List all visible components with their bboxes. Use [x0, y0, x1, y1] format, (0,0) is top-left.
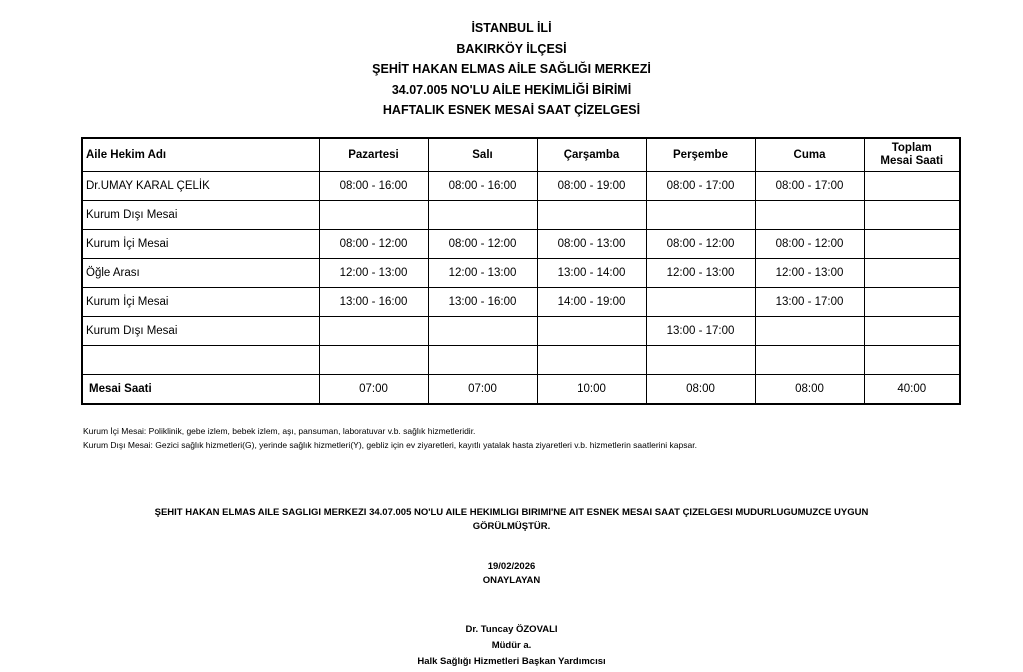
col-header-tuesday: Salı — [428, 138, 537, 172]
table-row — [82, 259, 960, 288]
approval-date-block — [0, 560, 1023, 588]
note-internal-hours: Kurum İçi Mesai: Poliklinik, gebe izlem, bebek izlem, aşı, pansuman, laboratuvar v.b. sağlık hizmetleridir. — [83, 426, 476, 436]
approval-statement-line1: ŞEHIT HAKAN ELMAS AILE SAGLIGI MERKEZI 34.07.005 NO'LU AILE HEKIMLIGI BIRIMI'NE AIT ESNEK MESAI SAAT ÇIZELGESI MUDURLUGUMUZCE UYGUN — [154, 507, 869, 518]
cell-total — [864, 201, 960, 230]
cell-thursday: 08:00 - 17:00 — [646, 172, 755, 201]
table-header-row — [82, 138, 960, 172]
cell-thursday: 13:00 - 17:00 — [646, 317, 755, 346]
document-header — [0, 18, 1023, 121]
row-label: Dr.UMAY KARAL ÇELİK — [82, 172, 319, 201]
row-label: Kurum Dışı Mesai — [82, 201, 319, 230]
cell-monday — [319, 317, 428, 346]
row-label: Kurum İçi Mesai — [82, 288, 319, 317]
header-schedule-title: HAFTALIK ESNEK MESAİ SAAT ÇİZELGESİ — [382, 103, 641, 117]
cell-wednesday: 08:00 - 19:00 — [537, 172, 646, 201]
cell-wednesday — [537, 201, 646, 230]
cell-monday: 08:00 - 16:00 — [319, 172, 428, 201]
header-province: İSTANBUL İLİ — [471, 21, 552, 35]
cell-tuesday — [428, 317, 537, 346]
cell-tuesday: 08:00 - 16:00 — [428, 172, 537, 201]
cell-tuesday — [428, 346, 537, 375]
cell-wednesday: 13:00 - 14:00 — [537, 259, 646, 288]
cell-total — [864, 172, 960, 201]
cell-monday — [319, 346, 428, 375]
schedule-table — [81, 137, 961, 405]
cell-monday: 08:00 - 12:00 — [319, 230, 428, 259]
cell-total — [864, 317, 960, 346]
header-district: BAKIRKÖY İLÇESİ — [456, 41, 567, 56]
cell-thursday — [646, 201, 755, 230]
total-weekly: 40:00 — [864, 375, 960, 405]
cell-monday: 12:00 - 13:00 — [319, 259, 428, 288]
cell-tuesday: 12:00 - 13:00 — [428, 259, 537, 288]
table-row — [82, 317, 960, 346]
col-header-friday: Cuma — [755, 138, 864, 172]
cell-friday: 13:00 - 17:00 — [755, 288, 864, 317]
cell-total — [864, 346, 960, 375]
table-row — [82, 230, 960, 259]
table-row — [82, 172, 960, 201]
note-external-hours: Kurum Dışı Mesai: Gezici sağlık hizmetleri(G), yerinde sağlık hizmetleri(Y), gebliz için ev ziyaretleri, kayıtlı yatalak hasta ziyaretleri v.b. hizmetlerin saatlerini kapsar. — [83, 440, 697, 450]
cell-wednesday: 14:00 - 19:00 — [537, 288, 646, 317]
cell-tuesday: 13:00 - 16:00 — [428, 288, 537, 317]
signer-block — [0, 622, 1023, 670]
header-unit: 34.07.005 NO'LU AİLE HEKİMLİĞİ BİRİMİ — [391, 82, 632, 97]
cell-friday — [755, 346, 864, 375]
cell-total — [864, 288, 960, 317]
col-header-monday: Pazartesi — [319, 138, 428, 172]
approval-date: 19/02/2026 — [487, 561, 536, 572]
cell-monday — [319, 201, 428, 230]
col-header-wednesday: Çarşamba — [537, 138, 646, 172]
cell-friday: 12:00 - 13:00 — [755, 259, 864, 288]
col-header-total-line1: Toplam — [891, 142, 932, 154]
totals-row — [82, 375, 960, 405]
totals-label: Mesai Saati — [82, 375, 319, 405]
total-monday: 07:00 — [319, 375, 428, 405]
footnotes — [83, 424, 697, 452]
cell-total — [864, 230, 960, 259]
total-tuesday: 07:00 — [428, 375, 537, 405]
approval-statement-line2: GÖRÜLMÜŞTÜR. — [472, 521, 551, 532]
approval-statement — [0, 506, 1023, 534]
cell-thursday: 12:00 - 13:00 — [646, 259, 755, 288]
cell-friday — [755, 201, 864, 230]
col-header-thursday: Perşembe — [646, 138, 755, 172]
cell-monday: 13:00 - 16:00 — [319, 288, 428, 317]
col-header-total-line2: Mesai Saati — [880, 155, 944, 167]
header-health-center: ŞEHİT HAKAN ELMAS AİLE SAĞLIĞI MERKEZİ — [372, 62, 651, 76]
signer-title: Müdür a. — [491, 640, 532, 651]
row-label: Kurum İçi Mesai — [82, 230, 319, 259]
col-header-total — [864, 138, 960, 172]
cell-thursday: 08:00 - 12:00 — [646, 230, 755, 259]
cell-friday: 08:00 - 17:00 — [755, 172, 864, 201]
table-row — [82, 288, 960, 317]
cell-tuesday: 08:00 - 12:00 — [428, 230, 537, 259]
col-header-name: Aile Hekim Adı — [82, 138, 319, 172]
cell-wednesday — [537, 346, 646, 375]
row-label — [82, 346, 319, 375]
total-thursday: 08:00 — [646, 375, 755, 405]
row-label: Öğle Arası — [82, 259, 319, 288]
cell-tuesday — [428, 201, 537, 230]
approver-label: ONAYLAYAN — [482, 575, 541, 586]
cell-total — [864, 259, 960, 288]
cell-friday — [755, 317, 864, 346]
signer-name: Dr. Tuncay ÖZOVALI — [465, 624, 558, 635]
cell-wednesday — [537, 317, 646, 346]
cell-thursday — [646, 288, 755, 317]
total-wednesday: 10:00 — [537, 375, 646, 405]
signer-position: Halk Sağlığı Hizmetleri Başkan Yardımcısı — [417, 656, 606, 667]
cell-wednesday: 08:00 - 13:00 — [537, 230, 646, 259]
table-row — [82, 346, 960, 375]
cell-friday: 08:00 - 12:00 — [755, 230, 864, 259]
row-label: Kurum Dışı Mesai — [82, 317, 319, 346]
total-friday: 08:00 — [755, 375, 864, 405]
cell-thursday — [646, 346, 755, 375]
table-row — [82, 201, 960, 230]
